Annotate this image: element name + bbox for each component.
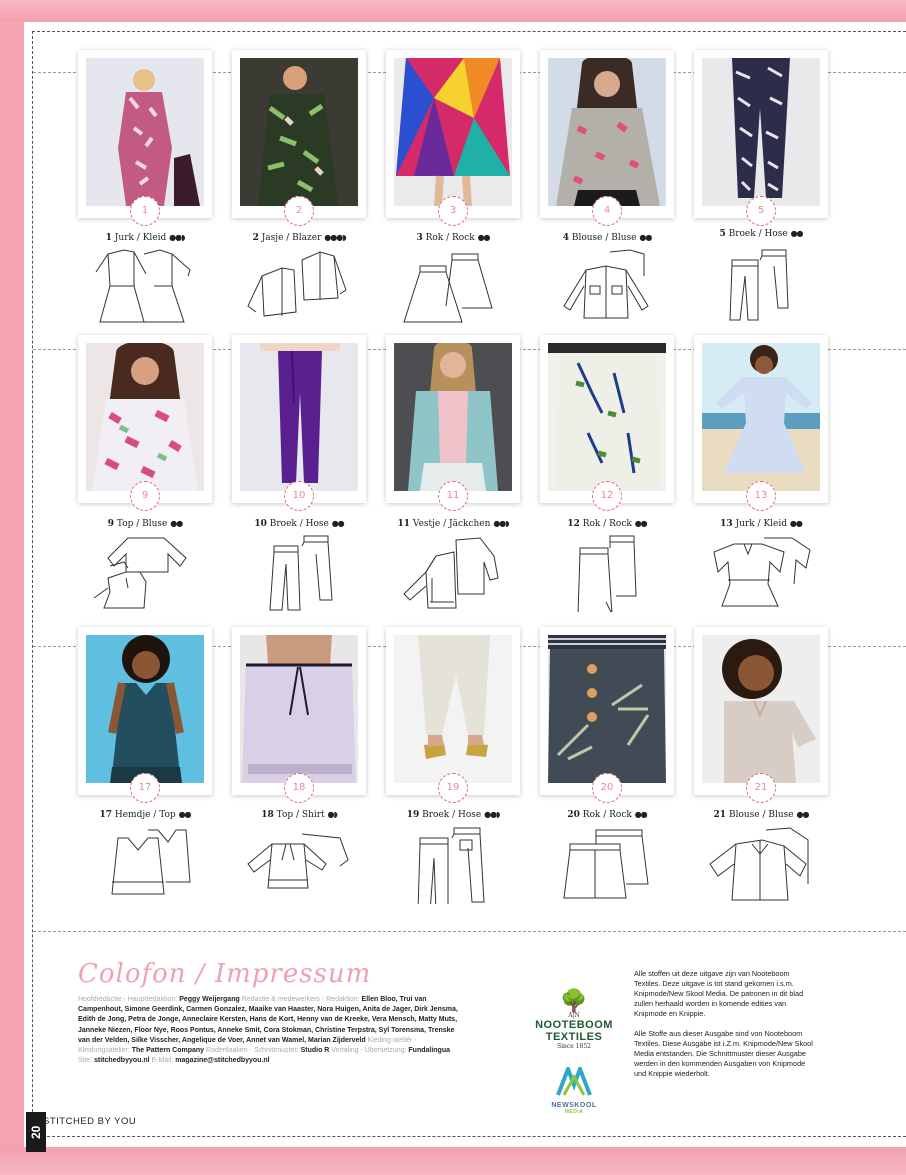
pattern-photo-5[interactable] <box>694 50 828 218</box>
item-caption: 21 Blouse / Bluse ●● <box>713 810 809 820</box>
photo-trousers-zebra <box>702 58 820 206</box>
bottom-pink-band <box>0 1147 906 1175</box>
item-number-badge: 10 <box>284 481 314 511</box>
item-caption: 18 Top / Shirt ●◗ <box>261 810 337 820</box>
photo-top-floral <box>86 343 204 491</box>
pattern-photo-20[interactable] <box>540 627 674 795</box>
item-caption: 4 Blouse / Bluse ●● <box>562 233 652 243</box>
nooteboom-logo: 🌳 A|N NOOTEBOOM TEXTILES Since 1852 <box>535 988 613 1050</box>
technical-drawing-trousers <box>396 824 506 904</box>
item-number-badge: 20 <box>592 773 622 803</box>
pattern-photo-4[interactable] <box>540 50 674 218</box>
photo-dress-light-blue <box>702 343 820 491</box>
photo-blazer-leaves <box>240 58 358 206</box>
item-caption: 9 Top / Bluse ●● <box>107 519 183 529</box>
magazine-name: STITCHED BY YOU <box>43 1116 137 1127</box>
pattern-photo-12[interactable] <box>540 335 674 503</box>
photo-blouse-beige <box>702 635 820 783</box>
difficulty-dots: ●● <box>331 519 344 528</box>
difficulty-dots: ●● <box>789 519 802 528</box>
magazine-page <box>24 22 906 1147</box>
item-number-badge: 9 <box>130 481 160 511</box>
item-caption: 5 Broek / Hose ●● <box>719 229 803 239</box>
pattern-photo-9[interactable] <box>78 335 212 503</box>
photo-skirt-palm <box>548 635 666 783</box>
item-caption: 13 Jurk / Kleid ●● <box>720 519 802 529</box>
item-number-badge: 19 <box>438 773 468 803</box>
item-caption: 20 Rok / Rock ●● <box>567 810 647 820</box>
photo-trousers-white <box>394 635 512 783</box>
item-caption: 11 Vestje / Jäckchen ●●◗ <box>397 519 509 529</box>
difficulty-dots: ●● <box>178 810 191 819</box>
photo-skirt-floral <box>548 343 666 491</box>
technical-drawing-skirt <box>550 532 660 612</box>
photo-skirt-geometric <box>394 58 512 206</box>
technical-drawing-trousers <box>704 246 814 326</box>
pattern-photo-1[interactable] <box>78 50 212 218</box>
difficulty-dots: ●◗ <box>327 810 337 819</box>
colofon-credits: Hoofdredactie - Hauptredaktion: Peggy Weijergang Redactie & medewerkers - Redaktion: Ellen Bloo, Trui van Campenhout, Simone Geerdink, Carmen Gonzalez, Maaike van Haaster, Nora Huigen, Anita de Jager, Dirk Jensma, Edith de Jong, Petra de Jonge, Anneclaire Kersten, Hans de Kort, Henny van de Kreeke, Vera Mensch, Matty Muts, Janneke Niezen, Floor Nye, Roos Pontus, Anneke Smit, Cora Stokman, Christine Terpstra, Syl Torensma, Trenske van der Velden, Silke Visscher, Angelique de Voer, Annet van Wamel, Marian Zijderveld Kleding-ateliér - Kleidungsatelier: The Pattern Company Radertlaaken - Schnittmuster: Studio R Vertaling - Übersetzung: Fundalingua Site: stitchedbyyou.nl E-Mail: magazine@stitchedbyyou.nl <box>78 996 458 1065</box>
technical-drawing-dress <box>88 246 198 326</box>
item-number-badge: 18 <box>284 773 314 803</box>
info-dutch: Alle stoffen uit deze uitgave zijn van Nooteboom Textiles. Deze uitgave is tot stand gekomen i.s.m. Knipmode/New Skool Media. De patronen in dit blad zullen herhaald worden in komende edities van Knipmode en Knippie. <box>634 969 804 1018</box>
photo-dress-floral <box>86 58 204 206</box>
technical-drawing-dress <box>704 532 814 612</box>
tree-icon: 🌳 <box>560 988 588 1013</box>
item-number-badge: 17 <box>130 773 160 803</box>
pattern-photo-17[interactable] <box>78 627 212 795</box>
newskool-mark-icon <box>554 1067 594 1097</box>
item-number-badge: 11 <box>438 481 468 511</box>
item-number-badge: 21 <box>746 773 776 803</box>
newskool-media-logo: NEWSKOOL MEDIA <box>544 1067 604 1115</box>
difficulty-dots: ●● <box>634 519 647 528</box>
item-number-badge: 1 <box>130 196 160 226</box>
colofon-title: Colofon / Impressum <box>78 959 372 989</box>
difficulty-dots: ●●●◗ <box>324 233 346 242</box>
pattern-photo-2[interactable] <box>232 50 366 218</box>
difficulty-dots: ●● <box>790 229 803 238</box>
page-number: 20 <box>26 1112 46 1152</box>
technical-drawing-skirt <box>550 824 660 904</box>
technical-drawing-blazer <box>242 246 352 326</box>
photo-off-shoulder-top <box>240 635 358 783</box>
photo-cardigan-mint <box>394 343 512 491</box>
technical-drawing-trousers <box>242 532 352 612</box>
difficulty-dots: ●● <box>477 233 490 242</box>
technical-drawing-top <box>88 532 198 612</box>
photo-trousers-purple <box>240 343 358 491</box>
item-caption: 3 Rok / Rock ●● <box>416 233 490 243</box>
fabric-info <box>634 969 814 1079</box>
item-caption: 19 Broek / Hose ●●◗ <box>406 810 500 820</box>
item-number-badge: 12 <box>592 481 622 511</box>
colofon-section <box>78 959 458 1066</box>
pattern-photo-11[interactable] <box>386 335 520 503</box>
difficulty-dots: ●● <box>796 810 809 819</box>
technical-drawing-off-shoulder-top <box>242 824 352 904</box>
pattern-photo-13[interactable] <box>694 335 828 503</box>
pattern-photo-21[interactable] <box>694 627 828 795</box>
technical-drawing-skirt <box>396 246 506 326</box>
difficulty-dots: ●●◗ <box>493 519 509 528</box>
item-caption: 17 Hemdje / Top ●● <box>99 810 191 820</box>
pattern-photo-10[interactable] <box>232 335 366 503</box>
item-number-badge: 2 <box>284 196 314 226</box>
technical-drawing-tank-top <box>88 824 198 904</box>
difficulty-dots: ●● <box>634 810 647 819</box>
item-number-badge: 3 <box>438 196 468 226</box>
photo-tank-top <box>86 635 204 783</box>
item-number-badge: 5 <box>746 196 776 226</box>
photo-blouse-print <box>548 58 666 206</box>
technical-drawing-blouse <box>704 824 814 904</box>
item-caption: 2 Jasje / Blazer ●●●◗ <box>252 233 346 243</box>
difficulty-dots: ●● <box>639 233 652 242</box>
item-number-badge: 4 <box>592 196 622 226</box>
item-number-badge: 13 <box>746 481 776 511</box>
item-caption: 12 Rok / Rock ●● <box>567 519 647 529</box>
technical-drawing-cardigan <box>396 532 506 612</box>
pattern-photo-3[interactable] <box>386 50 520 218</box>
technical-drawing-blouse <box>550 246 660 326</box>
top-pink-band <box>0 0 906 22</box>
difficulty-dots: ●● <box>170 519 183 528</box>
item-caption: 1 Jurk / Kleid ●●◗ <box>105 233 185 243</box>
pattern-photo-18[interactable] <box>232 627 366 795</box>
contact-email: magazine@stitchedbyyou.nl <box>175 1057 270 1065</box>
info-german: Alle Stoffe aus dieser Ausgabe sind von Nooteboom Textiles. Diese Ausgabe ist i.Z.m. Knipmode/New Skool Media entstanden. Die Schnittmuster dieser Ausgabe werden in den kommenden Ausgaben von Knipmode und Knippie wiederholt. <box>634 1029 813 1078</box>
difficulty-dots: ●●◗ <box>169 233 185 242</box>
item-caption: 10 Broek / Hose ●● <box>254 519 344 529</box>
difficulty-dots: ●●◗ <box>484 810 500 819</box>
pattern-photo-19[interactable] <box>386 627 520 795</box>
row-divider <box>33 931 906 932</box>
